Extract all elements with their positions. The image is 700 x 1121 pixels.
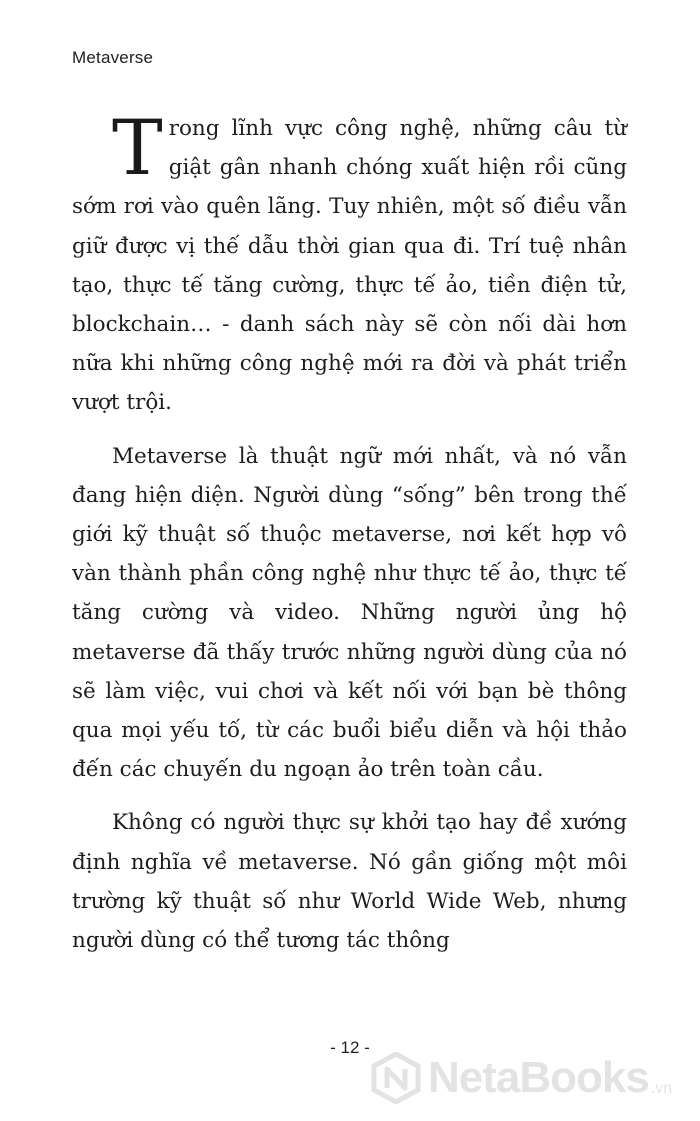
paragraph-3: Không có người thực sự khởi tạo hay đề xướng định nghĩa về metaverse. Nó gần giống một môi trường kỹ thuật số như World Wide Web, nhưng người dùng có thể tương tác thông <box>72 810 627 954</box>
paragraph-1 <box>72 103 627 423</box>
netabooks-logo-icon <box>370 1052 422 1104</box>
running-title: Metaverse <box>72 48 154 67</box>
page-number: - 12 - <box>330 1038 370 1057</box>
watermark-suffix: .vn <box>650 1080 673 1097</box>
paragraph-2: Metaverse là thuật ngữ mới nhất, và nó vẫn đang hiện diện. Người dùng “sống” bên trong thế giới kỹ thuật số thuộc metaverse, nơi kết hợp vô vàn thành phần công nghệ như thực tế ảo, thực tế tăng cường và video. Những người ủng hộ metaverse đã thấy trước những người dùng của nó sẽ làm việc, vui chơi và kết nối với bạn bè thông qua mọi yếu tố, từ các buổi biểu diễn và hội thảo đến các chuyến du ngoạn ảo trên toàn cầu. <box>72 443 627 783</box>
watermark <box>370 1048 672 1108</box>
body-text <box>72 103 627 974</box>
drop-cap: T <box>112 103 163 192</box>
paragraph-1-text: rong lĩnh vực công nghệ, những câu từ giật gân nhanh chóng xuất hiện rồi cũng sớm rơi vào quên lãng. Tuy nhiên, một số điều vẫn giữ được vị thế dẫu thời gian qua đi. Trí tuệ nhân tạo, thực tế tăng cường, thực tế ảo, tiền điện tử, blockchain… - danh sách này sẽ còn nối dài hơn nữa khi những công nghệ mới ra đời và phát triển vượt trội. <box>72 116 627 416</box>
watermark-brand: NetaBooks <box>428 1053 649 1102</box>
